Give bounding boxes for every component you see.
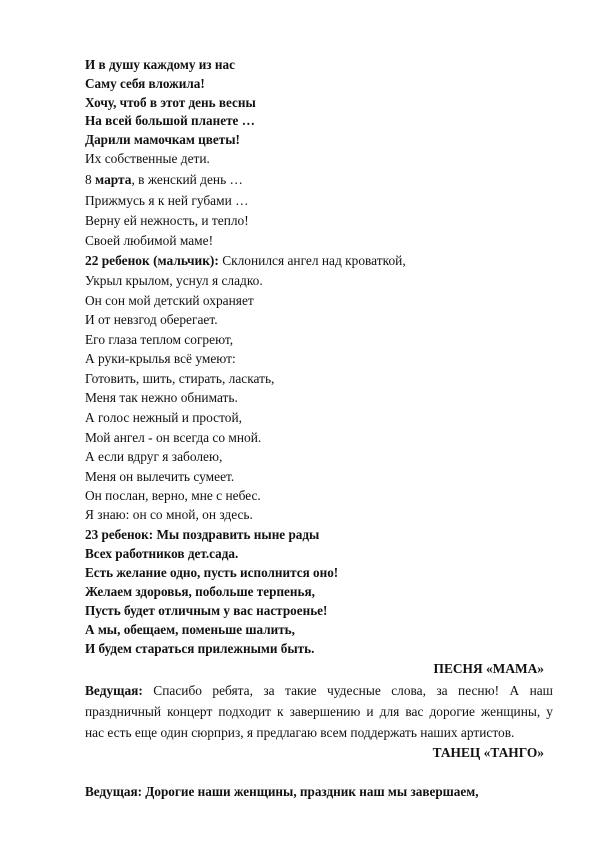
speaker-label: Ведущая:: [85, 683, 143, 698]
verse-line: Дарили мамочкам цветы!: [85, 132, 240, 147]
verse-line: А если вдруг я заболею,: [85, 449, 223, 464]
verse-line: Хочу, чтоб в этот день весны: [85, 95, 256, 110]
verse-line: Верну ей нежность, и тепло!: [85, 213, 249, 228]
verse-line: И в душу каждому из нас: [85, 57, 235, 72]
verse-line: Пусть будет отличным у вас настроенье!: [85, 603, 328, 618]
verse-line: Прижмусь я к ней губами …: [85, 193, 249, 208]
verse-number: 8: [85, 172, 96, 187]
speaker-text: Склонился ангел над кроваткой,: [218, 253, 406, 268]
verse-line: А мы, обещаем, поменьше шалить,: [85, 622, 295, 637]
paragraph-text: Спасибо ребята, за такие чудесные слова, за песню! А наш: [142, 683, 553, 698]
verse-line: Его глаза теплом согреют,: [85, 332, 234, 347]
verse-line: Всех работников дет.сада.: [85, 546, 239, 561]
speaker-line: [85, 783, 479, 801]
verse-line: Меня он вылечить сумеет.: [85, 469, 235, 484]
speaker-line: [85, 526, 319, 544]
verse-line: На всей большой планете …: [85, 113, 255, 128]
verse-line: А руки-крылья всё умеют:: [85, 351, 236, 366]
speaker-label: 23 ребенок:: [85, 527, 154, 542]
speaker-label: 22 ребенок (мальчик):: [85, 253, 219, 268]
speaker-label: Ведущая:: [85, 784, 142, 799]
paragraph-row: праздничный концерт подходит к завершению и для вас дорогие женщины, у: [85, 704, 553, 719]
verse-rest: , в женский день …: [131, 172, 243, 187]
verse-line: Я знаю: он со мной, он здесь.: [85, 507, 253, 522]
verse-line: Их собственные дети.: [85, 151, 210, 166]
speaker-text: Дорогие наши женщины, праздник наш мы завершаем,: [142, 784, 479, 799]
paragraph-row: нас есть еще один сюрприз, я предлагаю всем поддержать наших артистов.: [85, 725, 515, 740]
verse-line: А голос нежный и простой,: [85, 410, 242, 425]
verse-bold-word: марта: [95, 172, 132, 187]
verse-line: Готовить, шить, стирать, ласкать,: [85, 371, 275, 386]
verse-line: Желаем здоровья, побольше терпенья,: [85, 584, 315, 599]
speaker-text: Мы поздравить ныне рады: [153, 527, 320, 542]
verse-line: Укрыл крылом, уснул я сладко.: [85, 273, 263, 288]
verse-line: [85, 171, 243, 189]
host-paragraph: [85, 680, 553, 743]
verse-line: Он послан, верно, мне с небес.: [85, 488, 261, 503]
dance-title: ТАНЕЦ «ТАНГО»: [432, 745, 544, 760]
verse-line: Меня так нежно обнимать.: [85, 390, 238, 405]
song-title: ПЕСНЯ «МАМА»: [433, 661, 544, 676]
speaker-line: [85, 252, 406, 270]
verse-line: Своей любимой маме!: [85, 233, 214, 248]
verse-line: Саму себя вложила!: [85, 76, 205, 91]
verse-line: Он сон мой детский охраняет: [85, 293, 254, 308]
verse-line: Есть желание одно, пусть исполнится оно!: [85, 565, 339, 580]
verse-line: Мой ангел - он всегда со мной.: [85, 430, 262, 445]
verse-line: И от невзгод оберегает.: [85, 312, 218, 327]
verse-line: И будем стараться прилежными быть.: [85, 641, 315, 656]
paragraph-row: [85, 680, 553, 701]
